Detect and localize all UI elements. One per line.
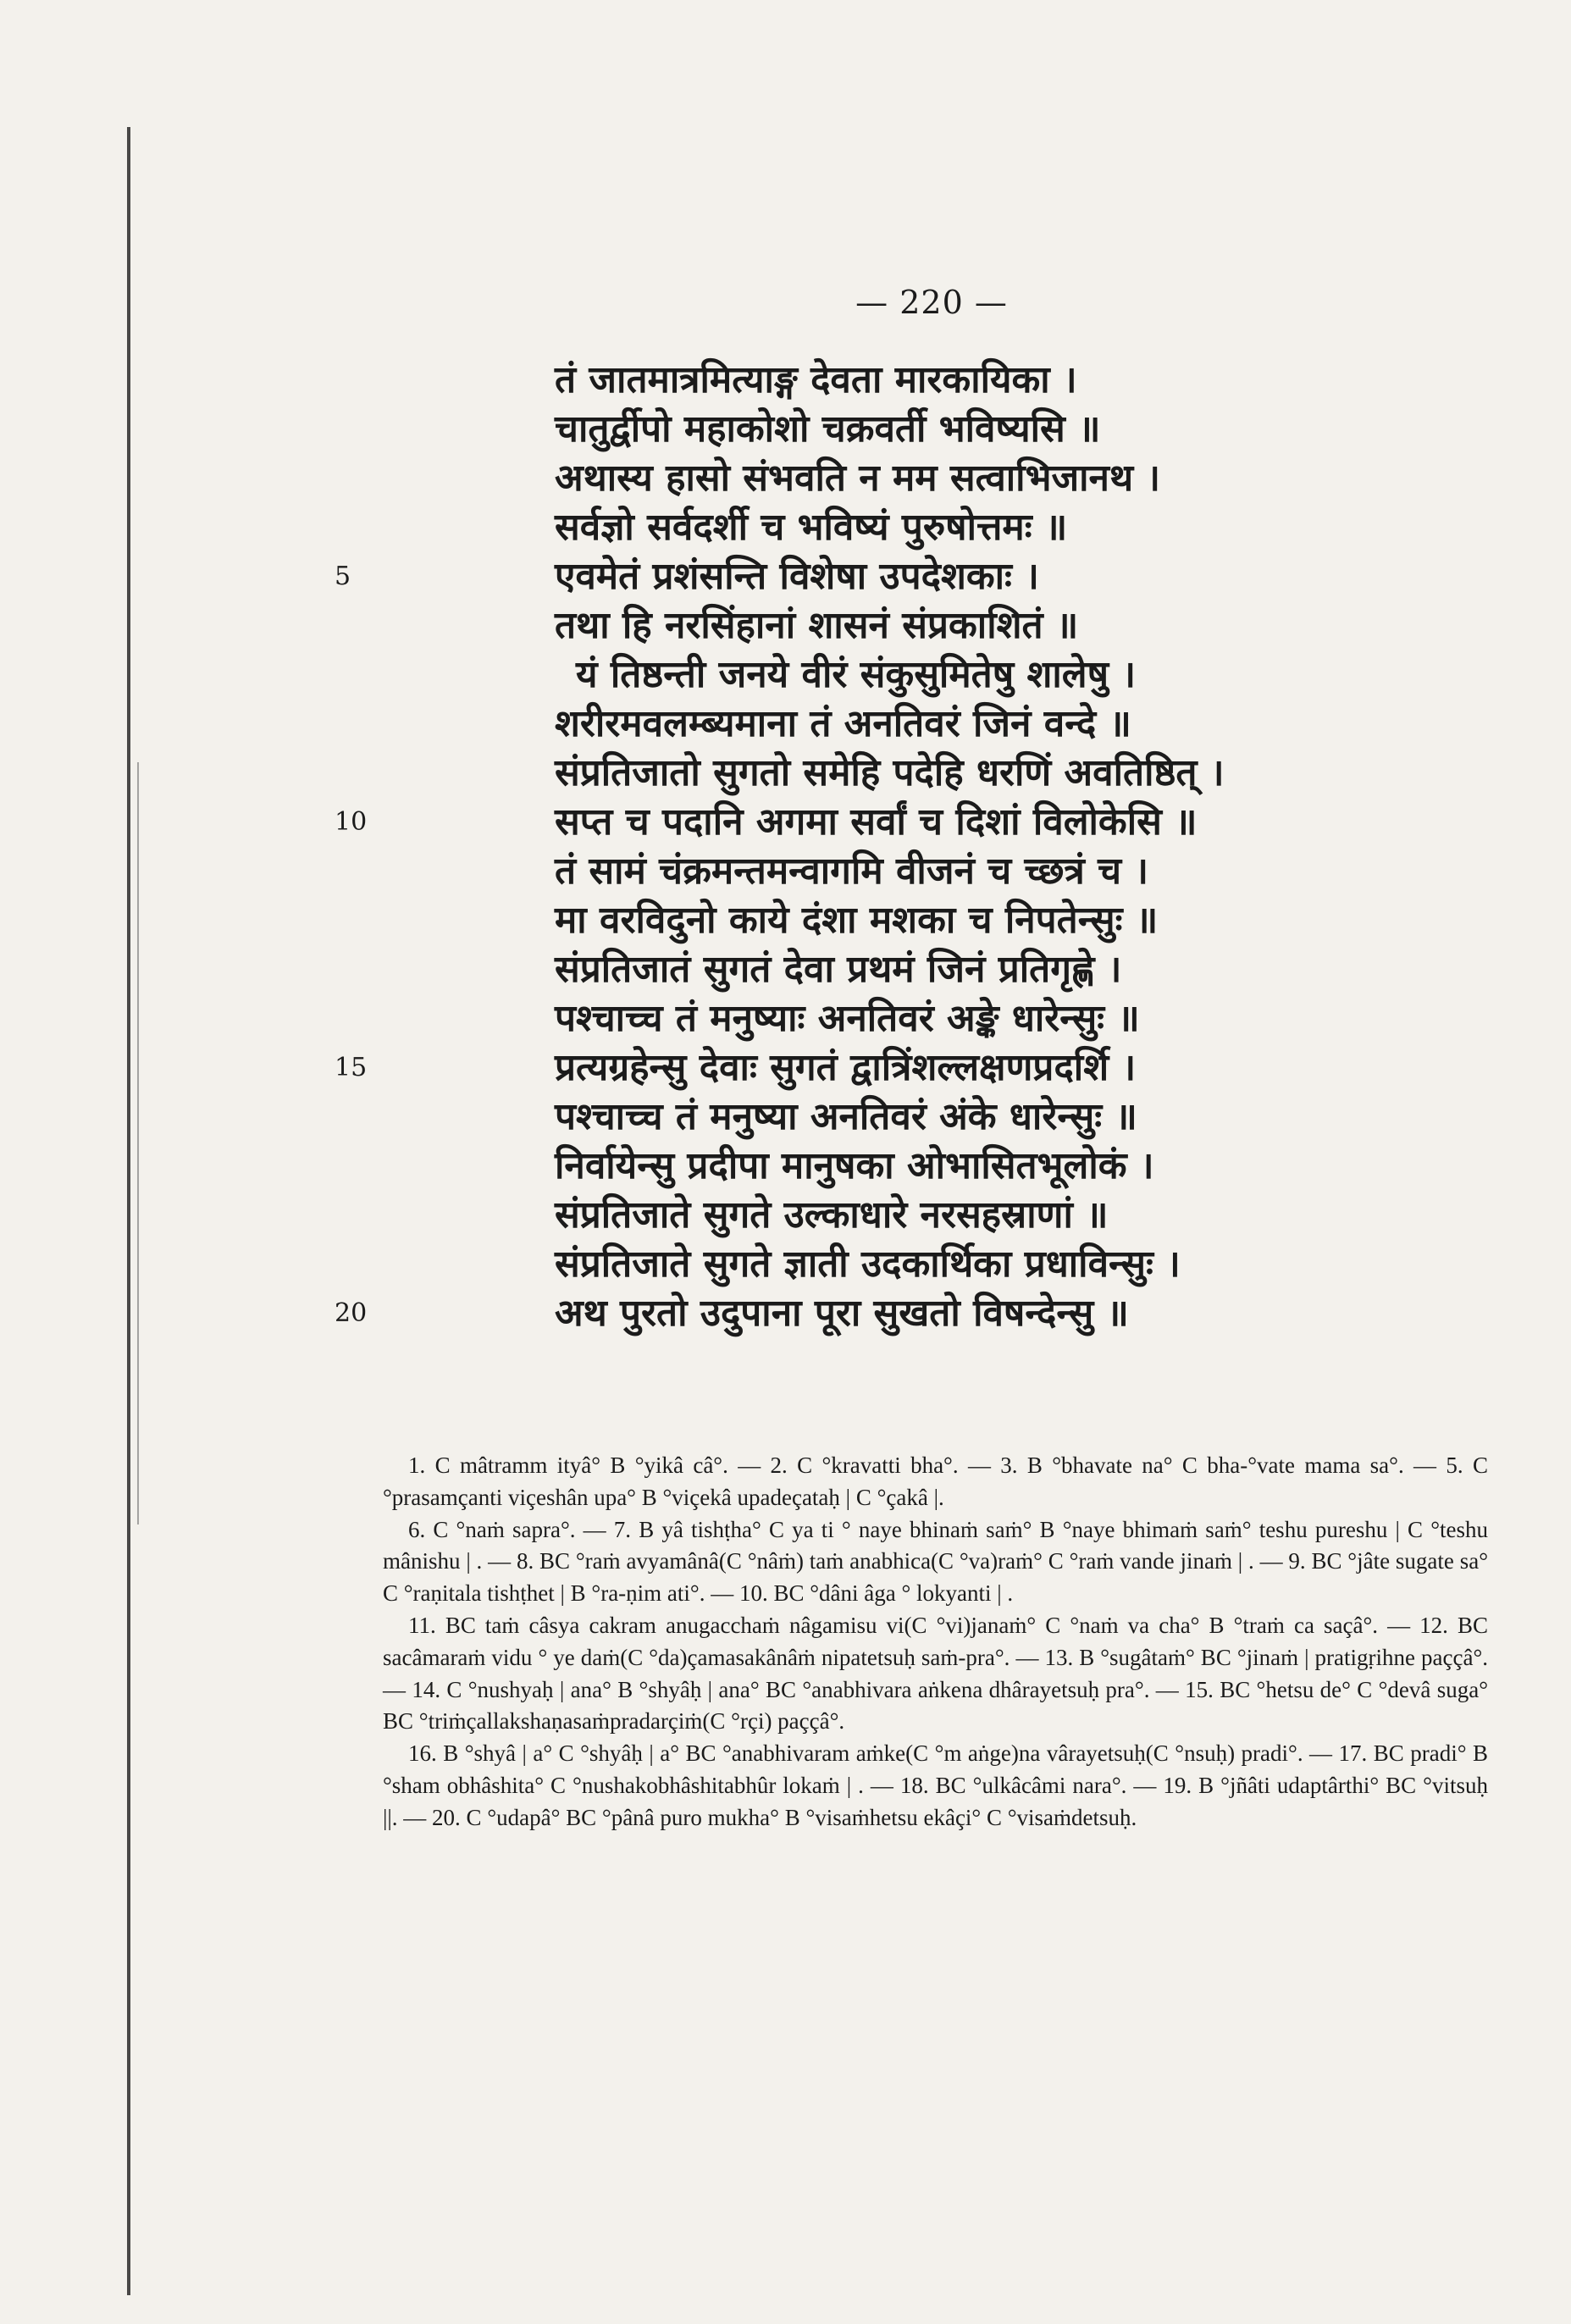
verse-line: संप्रतिजाते सुगते उल्काधारे नरसहस्राणां ॥	[555, 1193, 1109, 1237]
verse-line: चातुर्द्वीपो महाकोशो चक्रवर्ती भविष्यसि ॥	[555, 407, 1101, 451]
verse-line: संप्रतिजाते सुगते ज्ञाती उदकार्थिका प्रधाविन्सुः ।	[555, 1242, 1181, 1286]
verse-line: सर्वज्ञो सर्वदर्शी च भविष्यं पुरुषोत्तमः ॥	[555, 506, 1068, 549]
binding-edge-line	[127, 127, 130, 2295]
verse-line: संप्रतिजातं सुगतं देवा प्रथमं जिनं प्रतिगृह्णे ।	[555, 948, 1122, 991]
page-number: — 220 —	[855, 284, 1008, 321]
verse-line: प्रत्यग्रहेन्सु देवाः सुगतं द्वात्रिंशल्लक्षणप्रदर्शि ।	[555, 1046, 1137, 1089]
verse-line: पश्चाच्च तं मनुष्याः अनतिवरं अङ्के धारेन्सुः ॥	[555, 997, 1140, 1040]
line-number: 20	[335, 1298, 368, 1328]
binding-shadow-line	[137, 762, 139, 1524]
verse-line: यं तिष्ठन्ती जनये वीरं संकुसुमितेषु शालेषु ।	[576, 653, 1137, 696]
footnote-paragraph: 16. B °shyâ | a° C °shyâḥ | a° BC °anabhivaram aṁke(C °m aṅge)na vârayetsuḥ(C °nsuḥ) pradi°. — 17. BC pradi° B °sham obhâshita° C °nushakobhâshitabhûr lokaṁ | . — 18. BC °ulkâcâmi nara°. — 19. B °jñâti udaptârthi° BC °vitsuḥ ||. — 20. C °udapâ° BC °pânâ puro mukha° B °visaṁhetsu ekâçi° C °visaṁdetsuḥ.	[383, 1740, 1488, 1830]
verse-line: तं सामं चंक्रमन्तमन्वागमि वीजनं च च्छत्रं च ।	[555, 849, 1149, 893]
verse-line: अथास्य हासो संभवति न मम सत्वाभिजानथ ।	[555, 456, 1161, 500]
verse-line: मा वरविदुनो काये दंशा मशका च निपतेन्सुः ॥	[555, 899, 1159, 942]
verse-line: तं जातमात्रमित्याङ्ग देवता मारकायिका ।	[555, 358, 1077, 401]
verse-line: संप्रतिजातो सुगतो समेहि पदेहि धरणिं अवतिष्ठित् ।	[555, 751, 1225, 794]
line-number: 5	[335, 562, 351, 591]
verse-line: अथ पुरतो उदुपाना पूरा सुखतो विषन्देन्सु ॥	[555, 1292, 1129, 1335]
verse-line: एवमेतं प्रशंसन्ति विशेषा उपदेशकाः ।	[555, 555, 1039, 598]
verse-line: शरीरमवलम्ब्यमाना तं अनतिवरं जिनं वन्दे ॥	[555, 702, 1131, 745]
footnote-paragraph: 6. C °naṁ sapra°. — 7. B yâ tishṭha° C ya ti ° naye bhinaṁ saṁ° B °naye bhimaṁ saṁ° teshu pureshu | C °teshu mânishu | . — 8. BC °raṁ avyamânâ(C °nâṁ) taṁ anabhica(C °va)raṁ° C °raṁ vande jinaṁ | . — 9. BC °jâte sugate sa° C °raṇitala tishṭhet | B °ra-ṇim ati°. — 10. BC °dâni âga ° lokyanti | .	[383, 1516, 1488, 1607]
verse-line: पश्चाच्च तं मनुष्या अनतिवरं अंके धारेन्सुः ॥	[555, 1095, 1137, 1138]
verse-line: निर्वायेन्सु प्रदीपा मानुषका ओभासितभूलोकं ।	[555, 1144, 1154, 1187]
verse-line: तथा हि नरसिंहानां शासनं संप्रकाशितं ॥	[555, 604, 1079, 647]
footnotes	[383, 1450, 1488, 1834]
footnote-paragraph: 1. C mâtramm ityâ° B °yikâ câ°. — 2. C °kravatti bha°. — 3. B °bhavate na° C bha-°vate mama sa°. — 5. C °prasamçanti viçeshân upa° B °viçekâ upadeçataḥ | C °çakâ |.	[383, 1452, 1488, 1510]
line-number: 15	[335, 1053, 368, 1082]
footnote-paragraph: 11. BC taṁ câsya cakram anugacchaṁ nâgamisu vi(C °vi)janaṁ° C °naṁ va cha° B °traṁ ca saçâ°. — 12. BC sacâmaraṁ vidu ° ye daṁ(C °da)çamasakânâṁ nipatetsuḥ saṁ-pra°. — 13. B °sugâtaṁ° BC °jinaṁ | pratigṛihne paççâ°. — 14. C °nushyaḥ | ana° B °shyâḥ | ana° BC °anabhivara aṅkena dhârayetsuḥ pra°. — 15. BC °hetsu de° C °devâ suga° BC °triṁçallakshaṇasaṁpradarçiṁ(C °rçi) paççâ°.	[383, 1612, 1488, 1735]
verse-line: सप्त च पदानि अगमा सर्वां च दिशां विलोकेसि ॥	[555, 800, 1198, 844]
line-number: 10	[335, 807, 368, 837]
